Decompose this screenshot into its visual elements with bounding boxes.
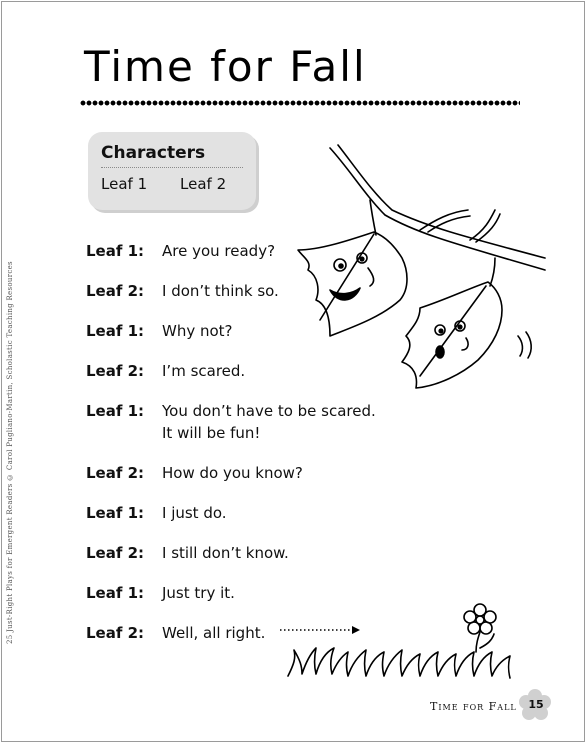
- speaker-label: Leaf 2:: [86, 464, 145, 482]
- title-dotted-rule: [80, 100, 520, 106]
- characters-heading: Characters: [101, 143, 206, 163]
- dialogue-text: I just do.: [162, 504, 227, 522]
- page-number: 15: [528, 698, 544, 711]
- speaker-label: Leaf 1:: [86, 242, 145, 260]
- speaker-label: Leaf 2:: [86, 544, 145, 562]
- speaker-label: Leaf 1:: [86, 402, 145, 420]
- grass-and-flower: [284, 604, 550, 684]
- speaker-label: Leaf 1:: [86, 504, 145, 522]
- page-title: Time for Fall: [84, 42, 367, 91]
- copyright-credit: 25 Just-Right Plays for Emergent Readers © Carol Pugliano-Martin, Scholastic Teaching Resources: [6, 261, 14, 645]
- dialogue-text: How do you know?: [162, 464, 303, 482]
- speaker-label: Leaf 2:: [86, 362, 145, 380]
- dialogue-text: I’m scared.: [162, 362, 246, 380]
- speaker-label: Leaf 1:: [86, 584, 145, 602]
- speaker-label: Leaf 2:: [86, 624, 145, 642]
- speaker-label: Leaf 2:: [86, 282, 145, 300]
- dialogue-text: Well, all right.: [162, 624, 266, 642]
- characters-box: [88, 132, 256, 210]
- character-name: Leaf 2: [180, 175, 227, 193]
- dialogue-text: Are you ready?: [162, 242, 276, 260]
- characters-divider: [101, 167, 243, 168]
- dialogue-text: Just try it.: [162, 584, 235, 602]
- branch-with-two-leaves: [290, 140, 550, 390]
- running-title: Time for Fall: [430, 700, 517, 713]
- dialogue-text: Why not?: [162, 322, 233, 340]
- dialogue-text: You don’t have to be scared. It will be fun!: [162, 402, 376, 442]
- dialogue-text: I still don’t know.: [162, 544, 289, 562]
- dialogue-text: I don’t think so.: [162, 282, 279, 300]
- character-name: Leaf 1: [101, 175, 148, 193]
- speaker-label: Leaf 1:: [86, 322, 145, 340]
